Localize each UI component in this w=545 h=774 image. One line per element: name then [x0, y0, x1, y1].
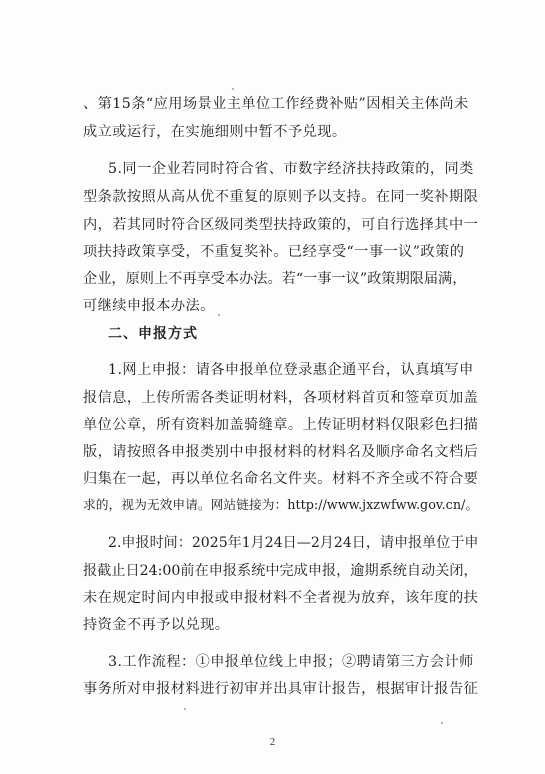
- paragraph-1-line-2: 成立或运行，在实施细则中暂不予兑现。: [83, 124, 347, 140]
- paragraph-4-line-1: 2.申报时间：2025年1月24日—2月24日，请申报单位于申: [108, 535, 479, 551]
- scan-speck: [232, 88, 234, 90]
- paragraph-4-line-2: 报截止日24:00前在申报系统中完成申报，逾期系统自动关闭，: [83, 563, 478, 579]
- page-number: 2: [269, 736, 276, 748]
- paragraph-2-line-2: 型条款按照从高从优不重复的原则予以支持。在同一奖补期限: [83, 189, 479, 205]
- paragraph-3-line-2: 报信息，上传所需各类证明材料，各项材料首页和签章页加盖: [83, 390, 479, 406]
- paragraph-3-line-1: 1.网上申报：请各申报单位登录惠企通平台，认真填写申: [108, 362, 474, 378]
- paragraph-5-line-2: 事务所对申报材料进行初审并出具审计报告，根据审计报告征: [83, 681, 479, 697]
- paragraph-2-line-4: 项扶持政策享受，不重复奖补。已经享受“一事一议”政策的: [83, 244, 465, 260]
- paragraph-2-line-3: 内，若其同时符合区级同类型扶持政策的，可自行选择其中一: [83, 217, 479, 233]
- scan-speck: [218, 314, 220, 316]
- paragraph-1-line-1: 、第15条“应用场景业主单位工作经费补贴”因相关主体尚未: [83, 96, 469, 112]
- paragraph-3-line-6: 求的，视为无效申请。网站链接为：http://www.jxzwfww.gov.cn/。: [83, 498, 479, 513]
- paragraph-4-line-4: 持资金不再予以兑现。: [83, 617, 230, 633]
- paragraph-2-line-5: 企业，原则上不再享受本办法。若“一事一议”政策期限届满，: [83, 271, 467, 287]
- scan-speck: [184, 708, 186, 710]
- paragraph-3-line-3: 单位公章，所有资料加盖骑缝章。上传证明材料仅限彩色扫描: [83, 417, 479, 433]
- paragraph-3-line-4: 版，请按照各申报类别中申报材料的材料名及顺序命名文档后: [83, 444, 479, 460]
- section-heading: 二、申报方式: [108, 326, 198, 342]
- paragraph-5-line-1: 3.工作流程：①申报单位线上申报；②聘请第三方会计师: [108, 654, 474, 670]
- paragraph-4-line-3: 未在规定时间内申报或申报材料不全者视为放弃，该年度的扶: [83, 590, 479, 606]
- paragraph-2-line-6: 可继续申报本办法。: [83, 298, 215, 314]
- paragraph-2-line-1: 5.同一企业若同时符合省、市数字经济扶持政策的，同类: [108, 161, 474, 177]
- paragraph-3-line-5: 归集在一起，再以单位名命名文件夹。材料不齐全或不符合要: [83, 471, 479, 487]
- scan-speck: [441, 722, 443, 724]
